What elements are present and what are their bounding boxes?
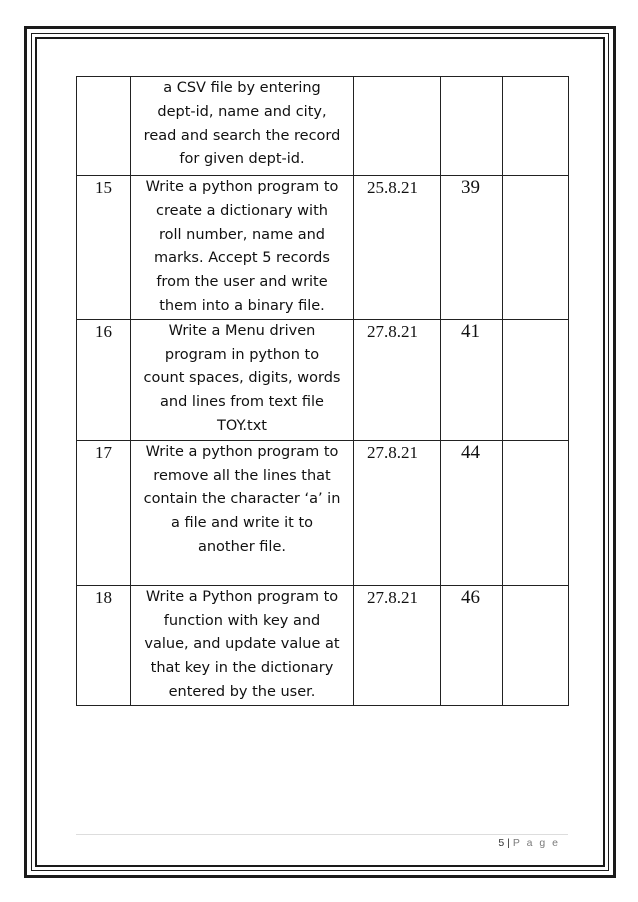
page-number-cell <box>441 77 503 176</box>
program-list-table <box>76 76 569 706</box>
page-number-cell: 39 <box>441 176 503 320</box>
description-line: Write a python program to <box>145 443 339 460</box>
description-line: TOY.txt <box>217 417 267 434</box>
signature-cell <box>503 77 569 176</box>
description-line: a file and write it to <box>170 515 314 532</box>
signature-cell <box>503 319 569 440</box>
serial-number-cell: 18 <box>77 585 131 705</box>
description-line: dept-id, name and city, <box>157 103 327 120</box>
description-line: them into a binary file. <box>159 297 325 314</box>
description-line: and lines from text file <box>160 394 324 411</box>
program-description-cell <box>131 77 354 176</box>
signature-cell <box>503 585 569 705</box>
description-line: roll number, name and <box>159 226 325 243</box>
description-line: entered by the user. <box>168 683 316 700</box>
description-line: for given dept-id. <box>179 151 305 168</box>
program-description-cell <box>131 585 354 705</box>
page-number-cell: 41 <box>441 319 503 440</box>
description-line: remove all the lines that <box>153 467 331 484</box>
description-line: read and search the record <box>143 127 341 144</box>
description-line: Write a python program to <box>145 179 339 195</box>
description-line: from the user and write <box>156 274 328 291</box>
date-cell: 27.8.21 <box>354 319 441 440</box>
table-row <box>77 77 569 176</box>
program-description-cell <box>131 440 354 585</box>
description-line: function with key and <box>163 612 321 629</box>
description-line: value, and update value at <box>144 636 340 653</box>
program-description-cell <box>131 319 354 440</box>
page-number-cell: 44 <box>441 440 503 585</box>
date-cell: 27.8.21 <box>354 440 441 585</box>
serial-number-cell: 16 <box>77 319 131 440</box>
footer-page-word: P a g e <box>512 837 560 849</box>
description-line: create a dictionary with <box>156 202 328 219</box>
description-line: Write a Python program to <box>145 588 339 605</box>
date-cell: 27.8.21 <box>354 585 441 705</box>
page-footer <box>498 837 560 849</box>
page-number-cell: 46 <box>441 585 503 705</box>
footer-divider <box>76 834 568 835</box>
serial-number-cell: 17 <box>77 440 131 585</box>
footer-separator: | <box>507 837 510 849</box>
description-line: that key in the dictionary <box>150 660 334 677</box>
program-description-cell <box>131 176 354 320</box>
description-line: count spaces, digits, words <box>143 370 341 387</box>
description-line: marks. Accept 5 records <box>154 250 330 267</box>
serial-number-cell <box>77 77 131 176</box>
description-line: another file. <box>197 538 286 555</box>
signature-cell <box>503 176 569 320</box>
table-row <box>77 176 569 320</box>
table-row <box>77 440 569 585</box>
description-line: program in python to <box>164 346 320 363</box>
description-line: a CSV file by entering <box>163 80 321 96</box>
date-cell <box>354 77 441 176</box>
date-cell: 25.8.21 <box>354 176 441 320</box>
signature-cell <box>503 440 569 585</box>
table-row <box>77 585 569 705</box>
description-line: Write a Menu driven <box>168 322 316 339</box>
table-row <box>77 319 569 440</box>
serial-number-cell: 15 <box>77 176 131 320</box>
program-list-body <box>77 77 569 706</box>
description-line: contain the character ‘a’ in <box>143 491 341 508</box>
footer-page-number: 5 <box>498 837 505 849</box>
